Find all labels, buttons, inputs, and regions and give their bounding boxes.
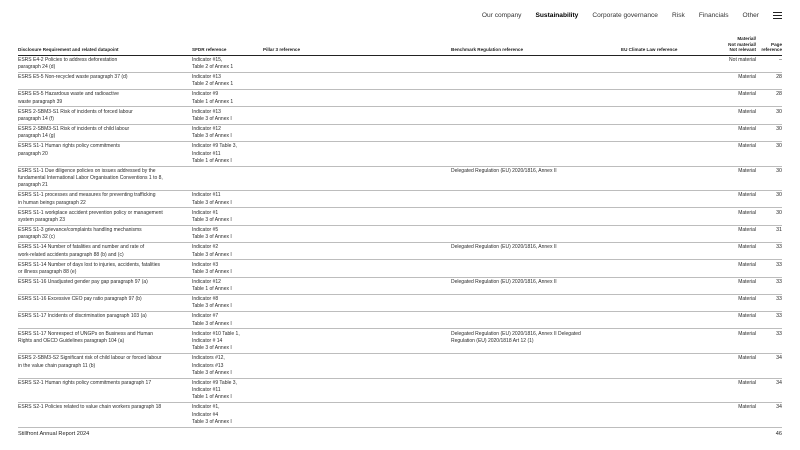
cell-climate-law [621,260,716,277]
cell-disclosure: ESRS 2-SBM3-S2 Significant risk of child labour or forced labour in the value chain paragraph 11 (b) [18,354,192,379]
cell-sfdr: Indicator #3 Table 3 of Annex I [192,260,263,277]
cell-climate-law [621,208,716,225]
table-body [18,55,782,427]
cell-pillar3 [263,294,451,311]
table-row [18,107,782,124]
nav-corporate-governance[interactable]: Corporate governance [592,12,658,19]
cell-sfdr: Indicator #12 Table 1 of Annex I [192,277,263,294]
cell-page: 30 [756,107,782,124]
cell-material: Not material [716,55,756,72]
cell-disclosure: ESRS S1-14 Number of days lost to injuries, accidents, fatalities or illness paragraph 88 (e) [18,260,192,277]
table-row [18,191,782,208]
cell-benchmark [451,107,621,124]
cell-pillar3 [263,208,451,225]
cell-climate-law [621,124,716,141]
cell-sfdr: Indicator #9 Table 3, Indicator #11 Table 1 of Annex I [192,141,263,166]
cell-climate-law [621,141,716,166]
cell-climate-law [621,329,716,354]
cell-disclosure: ESRS E5-5 Non-recycled waste paragraph 37 (d) [18,72,192,89]
cell-disclosure: ESRS E4-2 Policies to address deforestation paragraph 24 (d) [18,55,192,72]
cell-climate-law [621,277,716,294]
cell-pillar3 [263,72,451,89]
cell-benchmark: Delegated Regulation (EU) 2020/1816, Annex II [451,277,621,294]
cell-climate-law [621,191,716,208]
cell-benchmark [451,208,621,225]
cell-page: 28 [756,72,782,89]
cell-sfdr: Indicator #9 Table 3, Indicator #11 Table 1 of Annex I [192,378,263,403]
cell-pillar3 [263,124,451,141]
cell-sfdr: Indicator #13 Table 3 of Annex I [192,107,263,124]
table-row [18,354,782,379]
cell-sfdr: Indicator #7 Table 3 of Annex I [192,312,263,329]
cell-pillar3 [263,378,451,403]
header-pillar3: Pillar 3 reference [263,36,451,55]
cell-pillar3 [263,403,451,428]
cell-disclosure: ESRS 2-SBM3-S1 Risk of incidents of child labour paragraph 14 (g) [18,124,192,141]
cell-page: 33 [756,277,782,294]
nav-other[interactable]: Other [742,12,759,19]
cell-material: Material [716,354,756,379]
cell-page: – [756,55,782,72]
nav-our-company[interactable]: Our company [481,12,522,19]
cell-benchmark [451,90,621,107]
cell-pillar3 [263,90,451,107]
cell-sfdr: Indicator #15, Table 2 of Annex 1 [192,55,263,72]
cell-pillar3 [263,225,451,242]
cell-page: 33 [756,312,782,329]
cell-climate-law [621,55,716,72]
header-page: Page reference [756,36,782,55]
cell-disclosure: ESRS 2-SBM3-S1 Risk of incidents of forced labour paragraph 14 (f) [18,107,192,124]
cell-benchmark [451,141,621,166]
report-title: Stillfront Annual Report 2024 [18,431,90,437]
cell-material: Material [716,277,756,294]
cell-climate-law [621,225,716,242]
cell-benchmark [451,55,621,72]
cell-material: Material [716,107,756,124]
cell-material: Material [716,166,756,191]
table-row [18,329,782,354]
cell-sfdr: Indicator #13 Table 2 of Annex 1 [192,72,263,89]
table-row [18,124,782,141]
cell-page: 33 [756,260,782,277]
table-row [18,260,782,277]
cell-pillar3 [263,55,451,72]
cell-material: Material [716,260,756,277]
cell-climate-law [621,294,716,311]
cell-benchmark [451,124,621,141]
table-row [18,72,782,89]
cell-pillar3 [263,329,451,354]
header-sfdr: SFDR reference [192,36,263,55]
cell-climate-law [621,403,716,428]
cell-disclosure: ESRS S1-16 Unadjusted gender pay gap paragraph 97 (a) [18,277,192,294]
table-row [18,166,782,191]
cell-disclosure: ESRS S1-17 Nonrespect of UNGPs on Business and Human Rights and OECD Guidelines paragraph 104 (a) [18,329,192,354]
cell-pillar3 [263,166,451,191]
cell-disclosure: ESRS E5-5 Hazardous waste and radioactive waste paragraph 39 [18,90,192,107]
cell-sfdr: Indicator #11 Table 3 of Annex I [192,191,263,208]
cell-page: 30 [756,166,782,191]
hamburger-menu-icon[interactable] [773,12,782,19]
table-row [18,277,782,294]
cell-page: 30 [756,191,782,208]
cell-benchmark [451,354,621,379]
cell-material: Material [716,124,756,141]
cell-benchmark: Delegated Regulation (EU) 2020/1816, Annex II Delegated Regulation (EU) 2020/1818 Art 12 (1) [451,329,621,354]
cell-material: Material [716,141,756,166]
table-row [18,90,782,107]
cell-material: Material [716,225,756,242]
cell-climate-law [621,312,716,329]
cell-disclosure: ESRS S1-1 Human rights policy commitments paragraph 20 [18,141,192,166]
cell-benchmark: Delegated Regulation (EU) 2020/1816, Annex II [451,242,621,259]
cell-disclosure: ESRS S1-14 Number of fatalities and number and rate of work-related accidents paragraph 88 (b) and (c) [18,242,192,259]
cell-sfdr: Indicator #10 Table 1, Indicator # 14 Table 3 of Annex I [192,329,263,354]
cell-pillar3 [263,107,451,124]
table-row [18,403,782,428]
cell-disclosure: ESRS S1-3 grievance/complaints handling mechanisms paragraph 32 (c) [18,225,192,242]
cell-pillar3 [263,242,451,259]
cell-benchmark [451,72,621,89]
cell-climate-law [621,378,716,403]
cell-disclosure: ESRS S1-1 Due diligence policies on issues addressed by the fundamental International Labor Organisation Conventions 1 to 8, paragraph 21 [18,166,192,191]
datapoints-table [18,36,782,428]
cell-page: 34 [756,354,782,379]
cell-page: 31 [756,225,782,242]
datapoints-table-container [18,36,782,428]
cell-disclosure: ESRS S1-1 processes and measures for preventing trafficking in human beings paragraph 22 [18,191,192,208]
cell-material: Material [716,208,756,225]
page-number: 46 [775,431,782,437]
cell-material: Material [716,329,756,354]
cell-sfdr: Indicator #1, Indicator #4 Table 3 of Annex I [192,403,263,428]
cell-pillar3 [263,354,451,379]
cell-climate-law [621,72,716,89]
cell-sfdr: Indicators #12, Indicators #13 Table 3 of Annex I [192,354,263,379]
cell-disclosure: ESRS S1-1 workplace accident prevention policy or management system paragraph 23 [18,208,192,225]
cell-pillar3 [263,260,451,277]
cell-page: 30 [756,141,782,166]
table-row [18,242,782,259]
nav-risk[interactable]: Risk [671,12,685,19]
cell-climate-law [621,242,716,259]
cell-benchmark [451,403,621,428]
cell-page: 34 [756,378,782,403]
cell-sfdr: Indicator #1 Table 3 of Annex I [192,208,263,225]
cell-page: 33 [756,242,782,259]
cell-climate-law [621,354,716,379]
cell-benchmark [451,378,621,403]
cell-sfdr: Indicator #12 Table 3 of Annex I [192,124,263,141]
cell-disclosure: ESRS S2-1 Policies related to value chain workers paragraph 18 [18,403,192,428]
table-row [18,55,782,72]
cell-disclosure: ESRS S1-17 Incidents of discrimination paragraph 103 (a) [18,312,192,329]
cell-pillar3 [263,277,451,294]
table-row [18,312,782,329]
cell-page: 34 [756,403,782,428]
cell-sfdr: Indicator #5 Table 3 of Annex I [192,225,263,242]
cell-pillar3 [263,312,451,329]
cell-material: Material [716,191,756,208]
table-row [18,208,782,225]
table-row [18,294,782,311]
cell-climate-law [621,166,716,191]
table-header-row [18,36,782,55]
cell-page: 30 [756,208,782,225]
cell-material: Material [716,90,756,107]
cell-material: Material [716,242,756,259]
cell-benchmark: Delegated Regulation (EU) 2020/1816, Annex II [451,166,621,191]
table-row [18,225,782,242]
cell-sfdr: Indicator #8 Table 3 of Annex I [192,294,263,311]
cell-material: Material [716,294,756,311]
cell-climate-law [621,107,716,124]
cell-pillar3 [263,141,451,166]
cell-page: 30 [756,124,782,141]
cell-sfdr [192,166,263,191]
cell-benchmark [451,260,621,277]
nav-sustainability[interactable]: Sustainability [535,12,579,19]
cell-disclosure: ESRS S2-1 Human rights policy commitments paragraph 17 [18,378,192,403]
cell-page: 28 [756,90,782,107]
cell-material: Material [716,72,756,89]
top-navigation [468,12,782,19]
nav-financials[interactable]: Financials [698,12,729,19]
cell-material: Material [716,378,756,403]
cell-material: Material [716,403,756,428]
cell-climate-law [621,90,716,107]
cell-pillar3 [263,191,451,208]
header-climate-law: EU Climate Law reference [621,36,716,55]
cell-benchmark [451,294,621,311]
cell-benchmark [451,225,621,242]
table-row [18,378,782,403]
cell-sfdr: Indicator #2 Table 3 of Annex I [192,242,263,259]
cell-disclosure: ESRS S1-16 Excessive CEO pay ratio paragraph 97 (b) [18,294,192,311]
header-material: Material/ Not material/ Not relevant [716,36,756,55]
cell-benchmark [451,312,621,329]
cell-page: 33 [756,329,782,354]
header-disclosure: Disclosure Requirement and related datapoint [18,36,192,55]
header-benchmark: Benchmark Regulation reference [451,36,621,55]
table-row [18,141,782,166]
cell-sfdr: Indicator #9 Table 1 of Annex 1 [192,90,263,107]
cell-material: Material [716,312,756,329]
cell-page: 33 [756,294,782,311]
cell-benchmark [451,191,621,208]
